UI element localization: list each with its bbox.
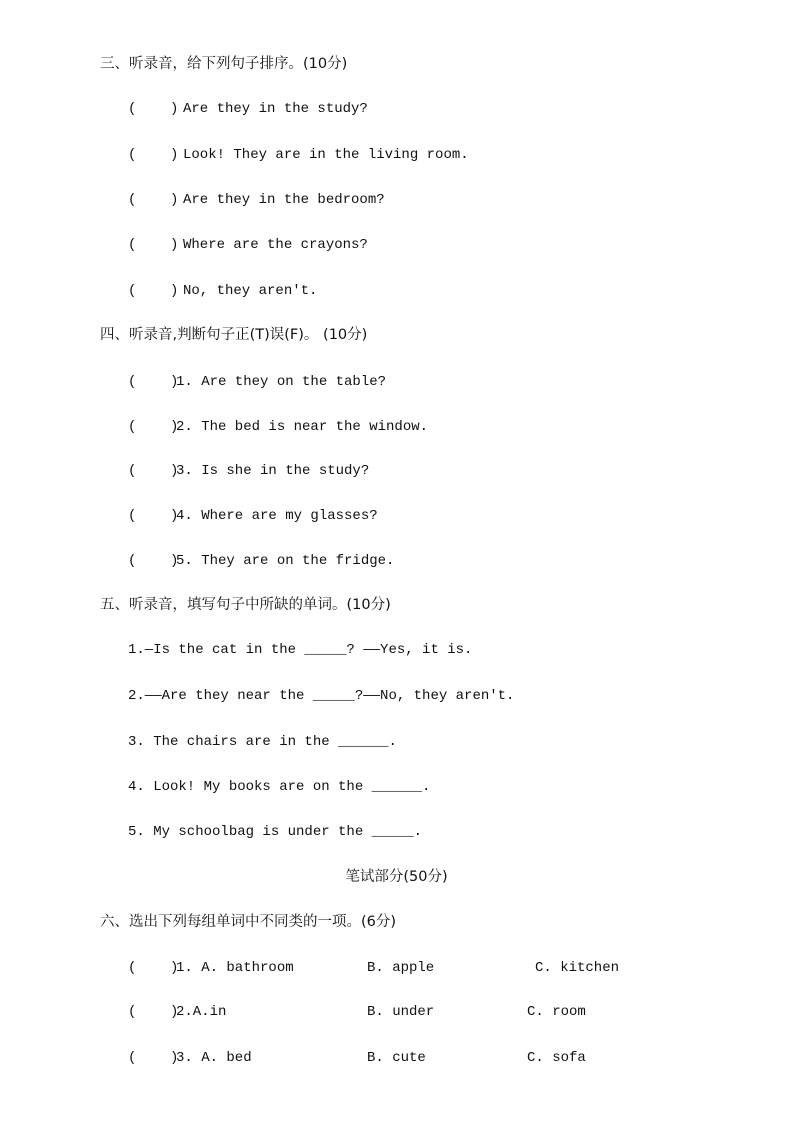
sentence-text: Where are the crayons? [183, 237, 368, 253]
answer-paren: ( ) [128, 374, 179, 390]
answer-paren: ( ) [128, 463, 179, 479]
section5-item-1: 1.—Is the cat in the _____? ——Yes, it is. [128, 642, 473, 658]
written-part-title: 笔试部分(50分) [345, 869, 448, 885]
sentence-text: 1. Are they on the table? [176, 374, 387, 390]
sentence-text: Are they in the study? [183, 101, 368, 117]
sentence-text: 2. The bed is near the window. [176, 419, 429, 435]
sentence-text: Look! They are in the living room. [183, 147, 469, 163]
option-c: C. kitchen [535, 960, 620, 976]
section5-item-4: 4. Look! My books are on the ______. [128, 779, 431, 795]
section5-item-3: 3. The chairs are in the ______. [128, 734, 397, 750]
option-a: 1. A. bathroom [176, 960, 294, 976]
section3-heading: 三、听录音，给下列句子排序。(10分) [100, 56, 348, 72]
sentence-text: 5. They are on the fridge. [176, 553, 395, 569]
answer-paren: ( ) [128, 147, 179, 163]
option-a: 2.A.in [176, 1004, 227, 1020]
answer-paren: ( ) [128, 283, 179, 299]
answer-paren: ( ) [128, 960, 179, 976]
sentence-text: 3. Is she in the study? [176, 463, 370, 479]
answer-paren: ( ) [128, 237, 179, 253]
answer-paren: ( ) [128, 419, 179, 435]
answer-paren: ( ) [128, 192, 179, 208]
answer-paren: ( ) [128, 1004, 179, 1020]
sentence-text: Are they in the bedroom? [183, 192, 385, 208]
section4-heading: 四、听录音,判断句子正(T)误(F)。 (10分) [100, 327, 368, 343]
section6-heading: 六、选出下列每组单词中不同类的一项。(6分) [100, 914, 397, 930]
option-a: 3. A. bed [176, 1050, 252, 1066]
option-b: B. under [367, 1004, 435, 1020]
answer-paren: ( ) [128, 508, 179, 524]
option-b: B. apple [367, 960, 435, 976]
section5-heading: 五、听录音，填写句子中所缺的单词。(10分) [100, 597, 391, 613]
sentence-text: 4. Where are my glasses? [176, 508, 378, 524]
sentence-text: No, they aren't. [183, 283, 318, 299]
answer-paren: ( ) [128, 553, 179, 569]
answer-paren: ( ) [128, 101, 179, 117]
option-c: C. sofa [527, 1050, 586, 1066]
section5-item-5: 5. My schoolbag is under the _____. [128, 824, 423, 840]
section5-item-2: 2.——Are they near the _____?——No, they aren't. [128, 688, 515, 704]
option-b: B. cute [367, 1050, 426, 1066]
answer-paren: ( ) [128, 1050, 179, 1066]
option-c: C. room [527, 1004, 586, 1020]
